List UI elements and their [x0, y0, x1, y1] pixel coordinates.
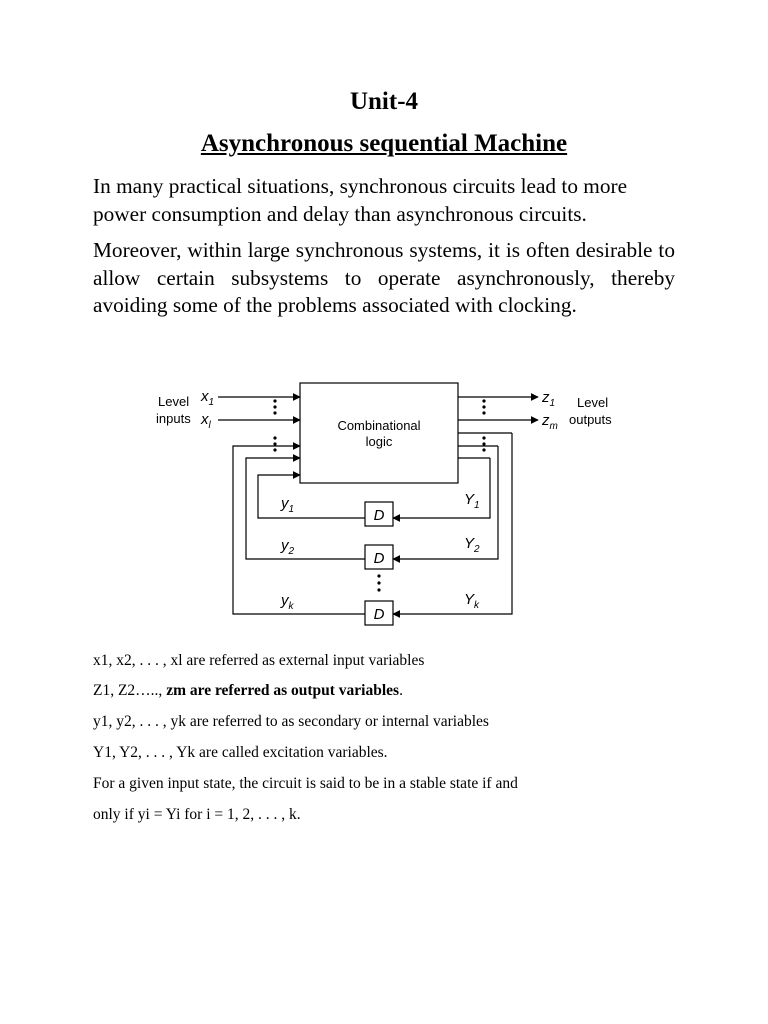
level-inputs-label: Level — [158, 394, 190, 409]
output-dots — [482, 399, 485, 451]
Y2-label: $Y_2$ — [464, 535, 480, 555]
note-input-variables: x1, x2, . . . , xl are referred as external input variables — [93, 652, 425, 669]
feedback-Y2-path — [393, 446, 498, 559]
paragraph-moreover: Moreover, within large synchronous systems, it is often desirable to allow certain subsystems to operate asynchronously, thereby avoiding some of the problems associated with clocking. — [93, 238, 675, 317]
level-inputs-label-2: inputs — [156, 411, 191, 426]
note-stable-state-2: only if yi = Yi for i = 1, 2, . . . , k. — [93, 806, 301, 823]
y2-label: $y_2$ — [281, 537, 295, 557]
note-secondary-variables: y1, y2, . . . , yk are referred to as secondary or internal variables — [93, 713, 489, 730]
note-excitation-variables: Y1, Y2, . . . , Yk are called excitation variables. — [93, 744, 388, 761]
xl-label: $x_l$ — [201, 411, 211, 431]
x1-label: $x_1$ — [201, 388, 215, 408]
note-stable-state-1: For a given input state, the circuit is said to be in a stable state if and — [93, 775, 518, 792]
delay-label-k: D — [373, 606, 385, 623]
feedback-y2-path — [246, 458, 365, 559]
z1-label: $z_1$ — [542, 389, 556, 409]
delay-dots — [377, 574, 380, 591]
zm-label: $z_m$ — [542, 412, 558, 432]
paragraph-intro: In many practical situations, synchronous circuits lead to more power consumption and delay than asynchronous circuits. — [93, 174, 628, 226]
combinational-logic-block — [300, 383, 458, 483]
yk-label: $y_k$ — [281, 592, 294, 612]
level-outputs-label-2: outputs — [569, 412, 612, 427]
note-output-variables — [93, 682, 403, 700]
Y1-label: $Y_1$ — [464, 491, 480, 511]
block-label-1: Combinational — [337, 418, 421, 433]
feedback-Yk-path — [393, 433, 512, 614]
level-outputs-label: Level — [577, 395, 609, 410]
async-machine-diagram — [150, 378, 630, 633]
unit-heading: Unit-4 — [349, 88, 419, 115]
feedback-yk-path — [233, 446, 365, 614]
note-output-end: . — [399, 682, 403, 699]
delay-label-1: D — [373, 507, 385, 524]
delay-label-2: D — [373, 550, 385, 567]
feedback-y1-path — [258, 475, 365, 518]
y1-label: $y_1$ — [281, 495, 295, 515]
note-output-bold: zm are referred as output variables — [162, 682, 400, 699]
Yk-label: $Y_k$ — [464, 591, 480, 611]
input-dots — [273, 399, 276, 451]
note-output-start: Z1, Z2….., — [93, 682, 163, 699]
block-label-2: logic — [365, 434, 393, 449]
page-title: Asynchronous sequential Machine — [200, 130, 568, 157]
